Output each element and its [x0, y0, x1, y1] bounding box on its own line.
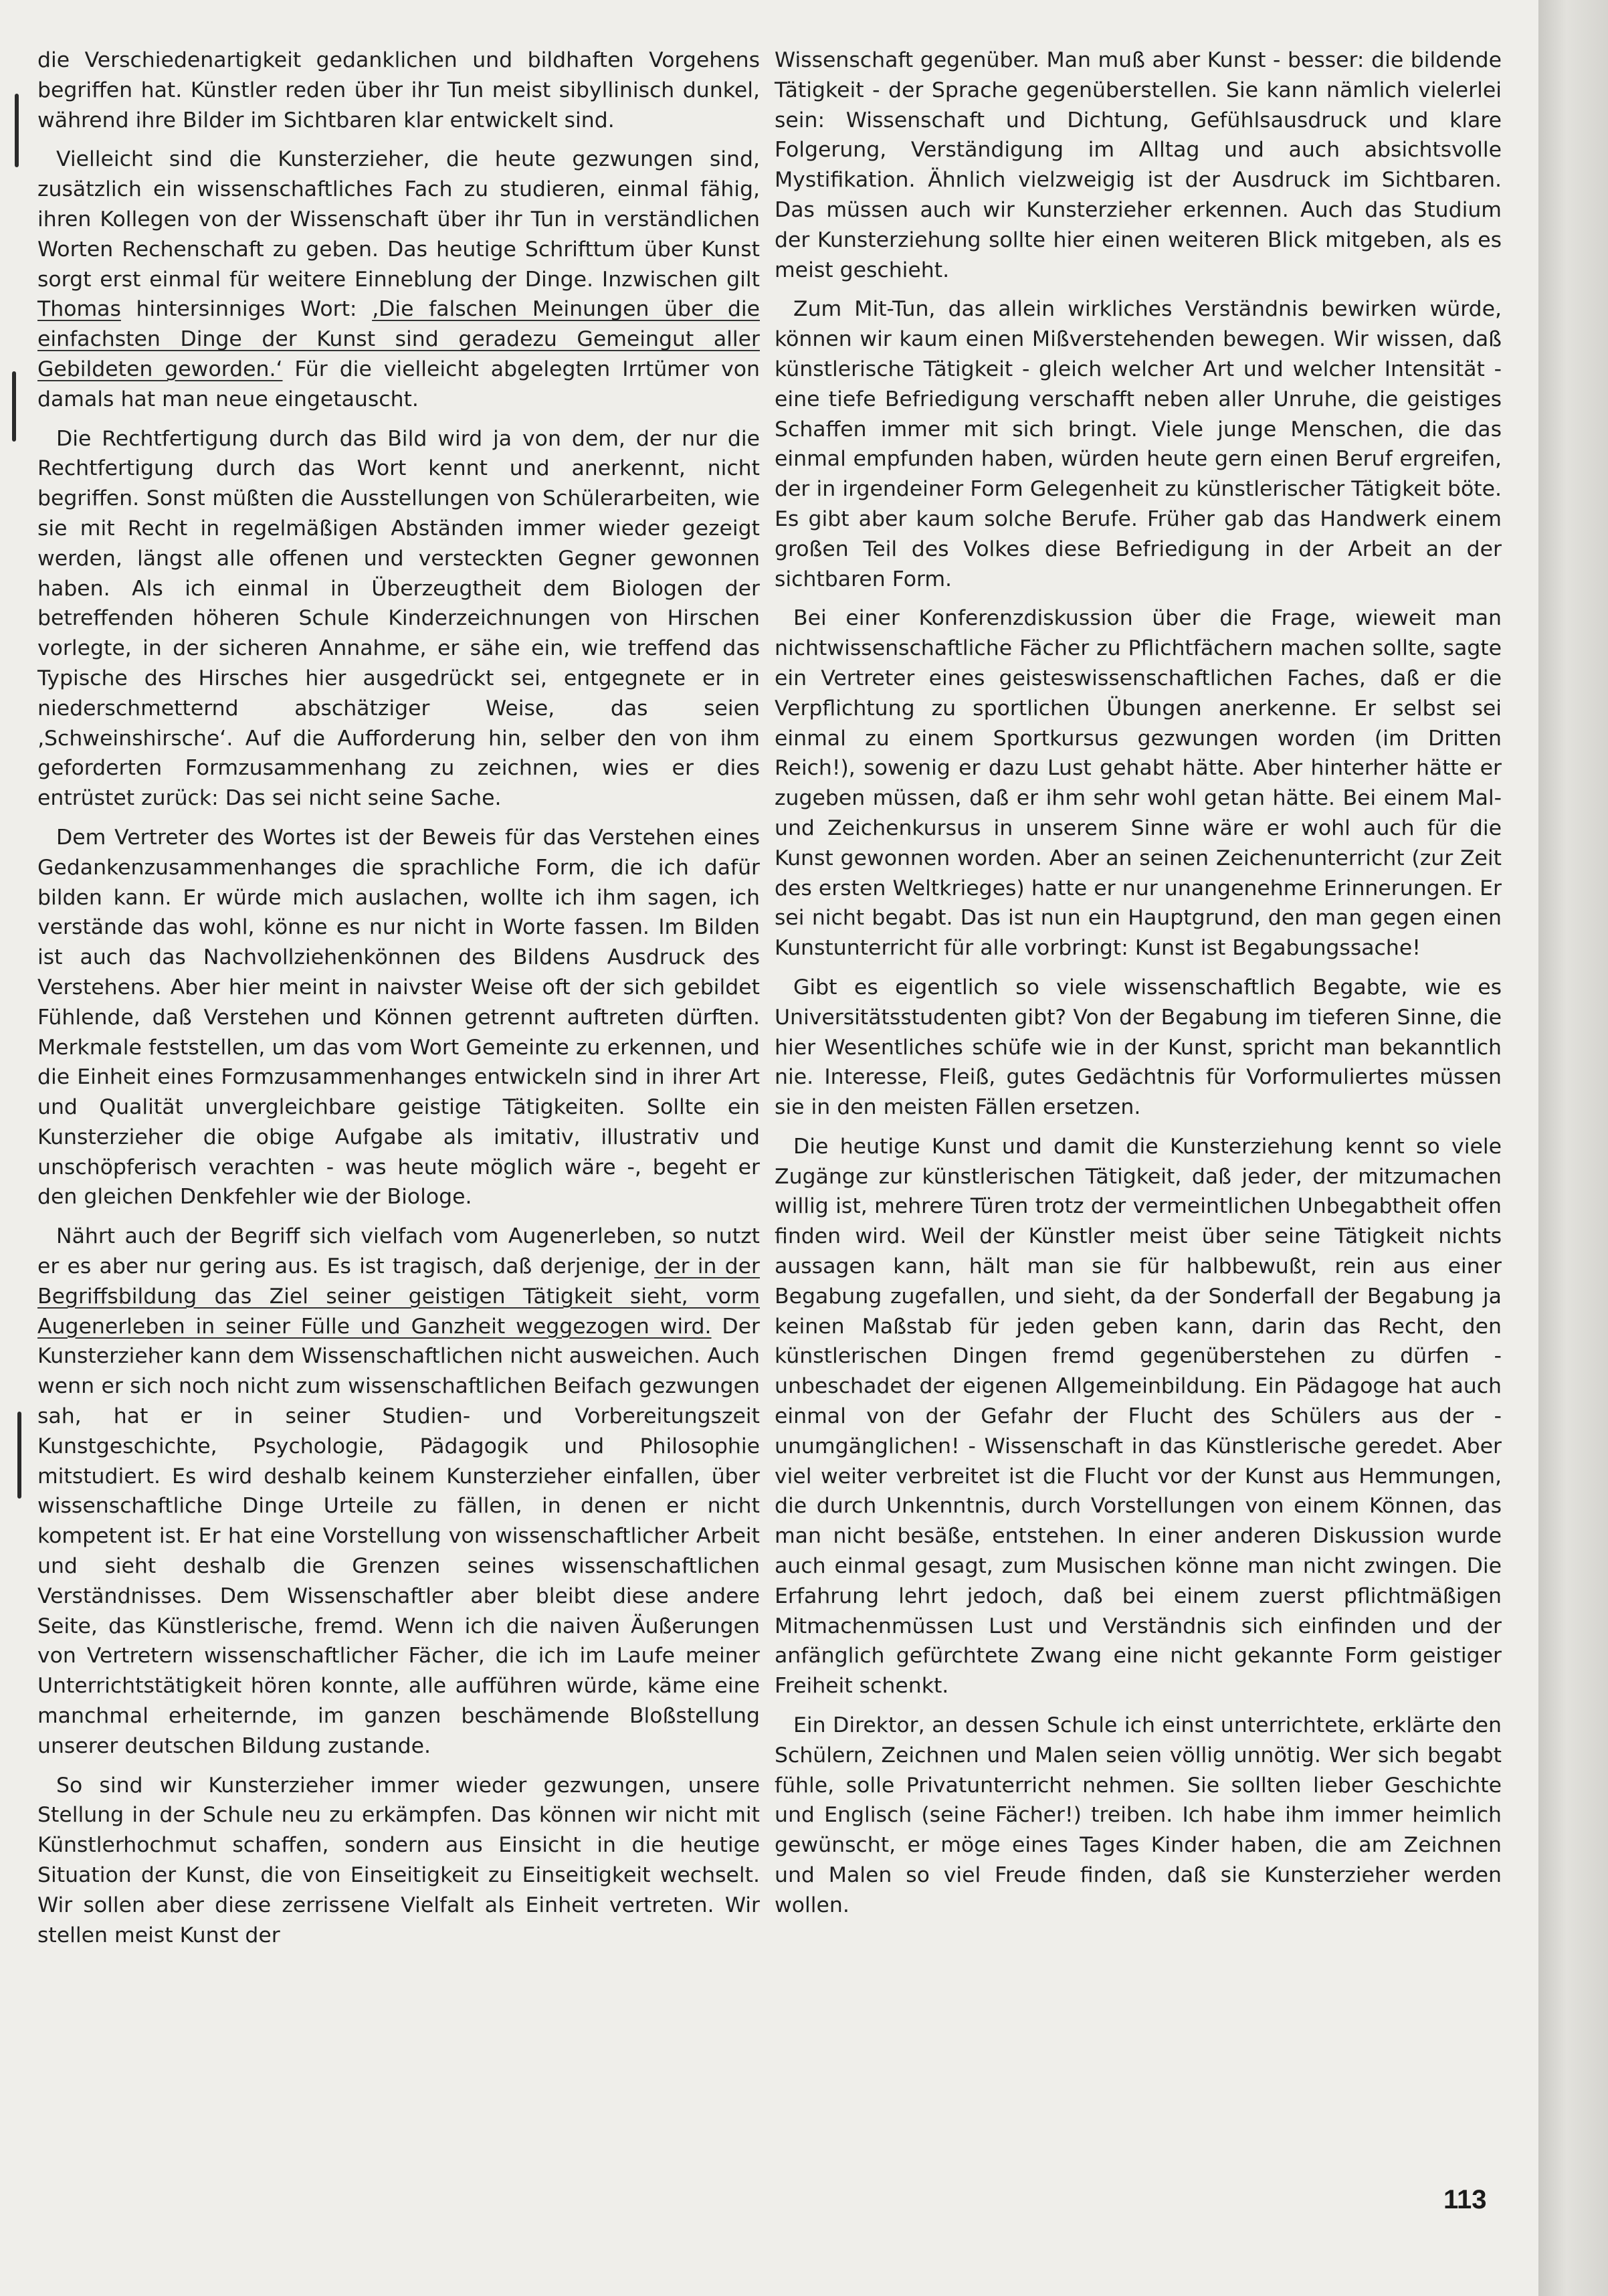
- paragraph: die Verschiedenartigkeit gedanklichen und bildhaften Vorgehens begriffen hat. Künstler reden über ihr Tun meist sibyllinisch dunkel, während ihre Bilder im Sichtbaren klar entwickelt sind.: [37, 48, 760, 132]
- paragraph: [37, 145, 760, 414]
- underlined-quote: ‚Die falschen Meinungen über die einfachsten Dinge der Kunst sind geradezu Gemeingut aller Gebildeten geworden.‘: [37, 297, 760, 381]
- pencil-margin-mark: [17, 1412, 21, 1499]
- paragraph: Die heutige Kunst und damit die Kunsterziehung kennt so viele Zugänge zur künstlerischen Tätigkeit, daß jeder, der mitzumachen willig ist, mehrere Türen trotz der vermeintlichen Unbegabtheit offen finden wird. Weil der Künstler meist über seine Tätigkeit nichts aussagen kann, hält man sie für halbbewußt, rein aus einer Begabung zugefallen, und sieht, da der Sonderfall der Begabung ja keinen Maßstab für jeden geben kann, darin das Recht, den künstlerischen Dingen fremd gegenüberstehen zu dürfen - unbeschadet der eigenen Allgemeinbildung. Ein Pädagoge hat auch einmal von der Gefahr der Flucht des Schülers aus der - unumgänglichen! - Wissenschaft in das Künstlerische geredet. Aber viel weiter verbreitet ist die Flucht vor der Kunst aus Hemmungen, die durch Unkenntnis, durch Vorstellungen von einem Können, das man nicht besäße, entstehen. In einer anderen Diskussion wurde auch einmal gesagt, zum Musischen könne man nicht zwingen. Die Erfahrung lehrt jedoch, daß bei einem zuerst pflichtmäßigen Mitmachenmüssen Lust und Verständnis sich einfinden und der anfänglich gefürchtete Zwang eine nicht gekannte Form geistiger Freiheit schenkt.: [775, 1134, 1502, 1699]
- paragraph: Bei einer Konferenzdiskussion über die Frage, wieweit man nichtwissenschaftliche Fächer zu Pflichtfächern machen sollte, sagte ein Vertreter eines geisteswissenschaftlichen Faches, daß er die Verpflichtung zu sportlichen Übungen anerkenne. Er selbst sei einmal zu einem Sportkursus gezwungen worden (im Dritten Reich!), sowenig er dazu Lust gehabt hätte. Aber hinterher hätte er zugeben müssen, daß er ihm sehr wohl getan hätte. Bei einem Mal- und Zeichenkursus in unserem Sinne wäre er wohl auch für die Kunst gewonnen worden. Aber an seinen Zeichenunterricht (zur Zeit des ersten Weltkrieges) hatte er nur unangenehme Erinnerungen. Er sei nicht begabt. Das ist nun ein Hauptgrund, den man gegen einen Kunstunterricht für alle vorbringt: Kunst ist Begabungssache!: [775, 606, 1502, 961]
- underlined-name: Thomas: [37, 297, 121, 322]
- underlined-passage: der in der Begriffsbildung das Ziel seiner geistigen Tätigkeit sieht, vorm Augenerleben in seiner Fülle und Ganzheit weggezogen wird.: [37, 1254, 760, 1339]
- pencil-margin-mark: [12, 371, 16, 442]
- text-run: Der Kunsterzieher kann dem Wissenschaftlichen nicht ausweichen. Auch wenn er sich noch nicht zum wissenschaftlichen Beifach gezwungen sah, hat er in seiner Studien- und Vorbereitungszeit Kunstgeschichte, Psychologie, Pädagogik und Philosophie mitstudiert. Es wird deshalb keinem Kunsterzieher einfallen, über wissenschaftliche Dinge Urteile zu fällen, in denen er nicht kompetent ist. Er hat eine Vorstellung von wissenschaftlicher Arbeit und sieht deshalb die Grenzen seines wissenschaftlichen Verständnisses. Dem Wissenschaftler aber bleibt diese andere Seite, das Künstlerische, fremd. Wenn ich die naiven Äußerungen von Vertretern wissenschaftlicher Fächer, die ich im Laufe meiner Unterrichtstätigkeit hören konnte, alle aufführen würde, käme eine manchmal erheiternde, im ganzen beschämende Bloßstellung unserer deutschen Bildung zustande.: [37, 1314, 760, 1758]
- paragraph: So sind wir Kunsterzieher immer wieder gezwungen, unsere Stellung in der Schule neu zu erkämpfen. Das können wir nicht mit Künstlerhochmut schaffen, sondern aus Einsicht in die heutige Situation der Kunst, die von Einseitigkeit zu Einseitigkeit wechselt. Wir sollen aber diese zerrissene Vielfalt als Einheit vertreten. Wir stellen meist Kunst der: [37, 1773, 760, 1947]
- paragraph: [37, 1222, 760, 1761]
- left-column: [37, 45, 760, 1959]
- pencil-margin-mark: [15, 94, 19, 167]
- text-run: hintersinniges Wort:: [120, 297, 373, 322]
- paragraph: Dem Vertreter des Wortes ist der Beweis für das Verstehen eines Gedankenzusammenhanges die sprachliche Form, die ich dafür bilden kann. Er würde mich auslachen, wollte ich ihm sagen, ich verstände das wohl, könne es nur nicht in Worte fassen. Im Bilden ist auch das Nachvollziehenkönnen des Bildens Ausdruck des Verstehens. Aber hier meint in naivster Weise oft der sich gebildet Fühlende, daß Verstehen und Können getrennt auftreten dürften. Merkmale feststellen, um das vom Wort Gemeinte zu erkennen, und die Einheit eines Formzusammenhanges entwickeln sind in ihrer Art und Qualität unvergleichbare geistige Tätigkeiten. Sollte ein Kunsterzieher die obige Aufgabe als imitativ, illustrativ und unschöpferisch verachten - was heute möglich wäre -, begeht er den gleichen Denkfehler wie der Biologe.: [37, 825, 760, 1210]
- paragraph: Die Rechtfertigung durch das Bild wird ja von dem, der nur die Rechtfertigung durch das Wort kennt und anerkennt, nicht begriffen. Sonst müßten die Ausstellungen von Schülerarbeiten, wie sie mit Recht in regelmäßigen Abständen immer wieder gezeigt werden, längst alle offenen und versteckten Gegner gewonnen haben. Als ich einmal in Überzeugtheit dem Biologen der betreffenden höheren Schule Kinderzeichnungen von Hirschen vorlegte, in der sicheren Annahme, er sähe ein, wie treffend das Typische des Hirsches hier ausgedrückt sei, entgegnete er in niederschmetternd abschätziger Weise, das seien ‚Schweinshirsche‘. Auf die Aufforderung hin, selber den von ihm geforderten Formzusammenhang zu zeichnen, wies er dies entrüstet zurück: Das sei nicht seine Sache.: [37, 426, 760, 811]
- paragraph: Wissenschaft gegenüber. Man muß aber Kunst - besser: die bildende Tätigkeit - der Sprache gegenüberstellen. Sie kann nämlich vielerlei sein: Wissenschaft und Dichtung, Gefühlsausdruck und klare Folgerung, Verständigung im Alltag und auch absichtsvolle Mystifikation. Ähnlich vielzweigig ist der Ausdruck im Sichtbaren. Das müssen auch wir Kunsterzieher erkennen. Auch das Studium der Kunsterziehung sollte hier einen weiteren Blick mitgeben, als es meist geschieht.: [775, 48, 1502, 282]
- text-run: Nährt auch der Begriff sich vielfach vom Augenerleben, so nutzt er es aber nur gering aus. Es ist tragisch, daß derjenige,: [37, 1224, 760, 1279]
- paragraph: Ein Direktor, an dessen Schule ich einst unterrichtete, erklärte den Schülern, Zeichnen und Malen seien völlig unnötig. Wer sich begabt fühle, solle Privatunterricht nehmen. Sie sollten lieber Geschichte und Englisch (seine Fächer!) treiben. Ich habe ihm immer heimlich gewünscht, er möge eines Tages Kinder haben, die am Zeichnen und Malen so viel Freude finden, daß sie Kunsterzieher werden wollen.: [775, 1713, 1502, 1917]
- text-run: Für die vielleicht abgelegten Irrtümer von damals hat man neue eingetauscht.: [37, 357, 760, 411]
- paragraph: Zum Mit-Tun, das allein wirkliches Verständnis bewirken würde, können wir kaum einen Mißverstehenden bewegen. Wir wissen, daß künstlerische Tätigkeit - gleich welcher Art und welcher Intensität - eine tiefe Befriedigung verschafft neben aller Unruhe, die geistiges Schaffen immer mit sich bringt. Viele junge Menschen, die das einmal empfunden haben, würden heute gern einen Beruf ergreifen, der in irgendeiner Form Gelegenheit zu künstlerischer Tätigkeit böte. Es gibt aber kaum solche Berufe. Früher gab das Handwerk einem großen Teil des Volkes diese Befriedigung in der Arbeit an der sichtbaren Form.: [775, 297, 1502, 591]
- paragraph: Gibt es eigentlich so viele wissenschaftlich Begabte, wie es Universitätsstudenten gibt? Von der Begabung im tieferen Sinne, die hier Wesentliches schüfe wie in der Kunst, spricht man bekanntlich nie. Interesse, Fleiß, gutes Gedächtnis für Vorformuliertes müssen sie in den meisten Fällen ersetzen.: [775, 975, 1502, 1120]
- page-number: 113: [1443, 2185, 1487, 2214]
- text-run: Vielleicht sind die Kunsterzieher, die heute gezwungen sind, zusätzlich ein wissenschaftliches Fach zu studieren, einmal fähig, ihren Kollegen von der Wissenschaft über ihr Tun in verständlichen Worten Rechenschaft zu geben. Das heutige Schrifttum über Kunst sorgt erst einmal für weitere Einneblung der Dinge. Inzwischen gilt: [37, 147, 760, 292]
- page-edge: [1538, 0, 1608, 2296]
- right-column: [775, 45, 1502, 1930]
